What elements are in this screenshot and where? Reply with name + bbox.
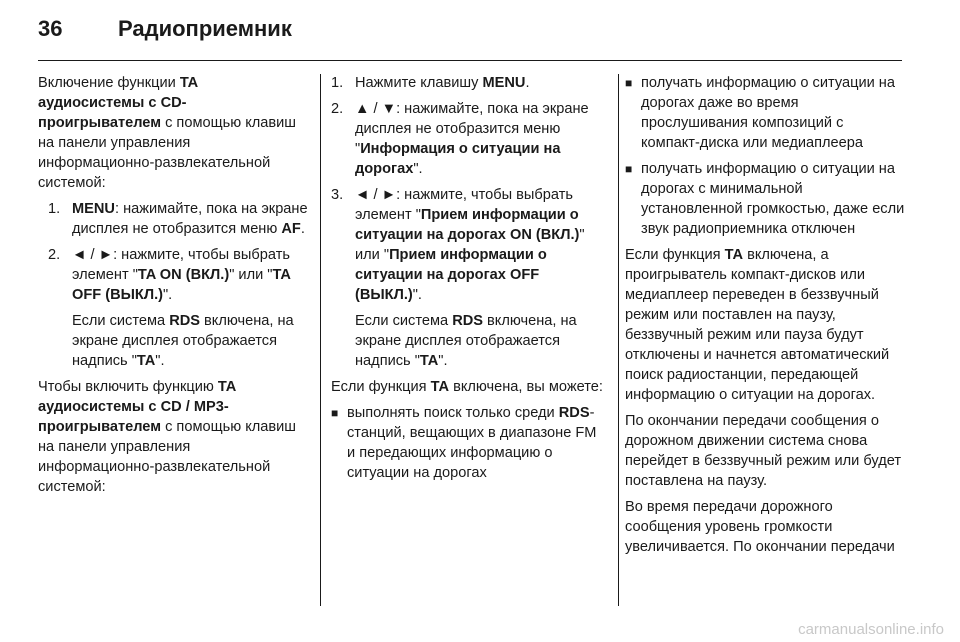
text-run: По окончании передачи сообщения о дорожном движении система снова перейдет в беззвучный режим или будет поставлена на паузу. bbox=[625, 413, 902, 489]
text-run: с помощью клавиш на панели управления информационно-развлекательной системой: bbox=[38, 419, 297, 495]
list-item bbox=[331, 99, 606, 179]
paragraph bbox=[625, 245, 905, 405]
bold-text: TA аудиосистемы с CD-проигрывателем bbox=[38, 75, 198, 131]
bold-text: MENU bbox=[482, 75, 526, 91]
bullet-square-icon: ■ bbox=[625, 162, 633, 176]
column-middle bbox=[331, 73, 606, 489]
bold-text: AF bbox=[281, 221, 301, 237]
text-run: Если функция bbox=[331, 379, 431, 395]
list-item-text bbox=[355, 73, 606, 93]
text-run: выполнять поиск только среди bbox=[347, 405, 559, 421]
text-run: Если функция bbox=[625, 247, 725, 263]
list-item-text bbox=[72, 199, 308, 239]
text-run: Нажмите клавишу bbox=[355, 75, 483, 91]
bullet-item bbox=[625, 159, 905, 239]
bullet-text bbox=[641, 159, 905, 239]
paragraph bbox=[625, 411, 905, 491]
bullet-square-icon: ■ bbox=[625, 76, 633, 90]
bullet-text bbox=[641, 73, 905, 153]
bold-text: TA аудиосистемы с CD / MP3-проигрывателем bbox=[38, 379, 236, 435]
list-item-note bbox=[355, 311, 606, 371]
text-run: " или " bbox=[355, 227, 585, 263]
text-run: ". bbox=[438, 353, 448, 369]
text-run: Чтобы включить функцию bbox=[38, 379, 218, 395]
bold-text: TA bbox=[136, 353, 156, 369]
column-divider bbox=[320, 74, 321, 606]
bold-text: TA bbox=[430, 379, 450, 395]
text-run: ▲ / ▼ bbox=[355, 101, 397, 117]
column-right bbox=[625, 73, 905, 563]
text-run: включена, а проигрыватель компакт-дисков или медиаплеер переведен в беззвучный режим или поставлен на паузу, беззвучный режим или пауза будут отключены и начнется автоматический поиск радиостанции, передающей информацию о ситуации на дорогах. bbox=[625, 247, 890, 403]
text-run: ". bbox=[413, 161, 423, 177]
paragraph bbox=[38, 73, 308, 193]
paragraph bbox=[38, 377, 308, 497]
watermark-text: carmanualsonline.info bbox=[798, 621, 944, 638]
bullet-square-icon: ■ bbox=[331, 406, 339, 420]
text-run: -станций, вещающих в диапазоне FM и передающих информацию о ситуации на дорогах bbox=[347, 405, 597, 481]
bold-text: MENU bbox=[72, 201, 115, 217]
text-run: включена, на экране дисплея отображается надпись " bbox=[355, 313, 577, 369]
text-run: Во время передачи дорожного сообщения уровень громкости увеличивается. По окончании передачи bbox=[625, 499, 895, 555]
bold-text: RDS bbox=[558, 405, 590, 421]
bold-text: Прием информации о ситуации на дорогах ON (ВКЛ.) bbox=[355, 207, 580, 243]
text-run: " или " bbox=[229, 267, 273, 283]
text-run: : нажмите, чтобы выбрать элемент " bbox=[355, 187, 573, 223]
list-item-text bbox=[72, 245, 308, 305]
text-run: Если система bbox=[355, 313, 453, 329]
list-number: 1. bbox=[48, 201, 61, 217]
bold-text: RDS bbox=[452, 313, 483, 329]
bold-text: TA OFF (ВЫКЛ.) bbox=[72, 267, 291, 303]
bullet-item bbox=[625, 73, 905, 153]
list-item bbox=[38, 245, 308, 371]
page-number: 36 bbox=[38, 16, 63, 41]
list-item-text bbox=[355, 185, 606, 305]
column-divider bbox=[618, 74, 619, 606]
text-run: Если система bbox=[72, 313, 170, 329]
list-item bbox=[331, 73, 606, 93]
text-run: ". bbox=[412, 287, 422, 303]
bullet-item bbox=[331, 403, 606, 483]
text-run: получать информацию о ситуации на дорогах с минимальной установленной громкостью, даже если звук радиоприемника отключен bbox=[641, 161, 905, 237]
list-item bbox=[331, 185, 606, 371]
header-rule bbox=[38, 60, 902, 61]
bullet-text bbox=[347, 403, 606, 483]
text-run: включена, вы можете: bbox=[449, 379, 603, 395]
text-run: : нажимайте, пока на экране дисплея не отобразится меню " bbox=[355, 101, 589, 157]
text-run: ◄ / ► bbox=[72, 247, 114, 263]
bold-text: RDS bbox=[169, 313, 200, 329]
text-run: : нажмите, чтобы выбрать элемент " bbox=[72, 247, 290, 283]
bold-text: TA bbox=[724, 247, 744, 263]
list-item-text bbox=[355, 99, 606, 179]
paragraph bbox=[625, 497, 905, 557]
text-run: ◄ / ► bbox=[355, 187, 397, 203]
list-number: 2. bbox=[48, 247, 61, 263]
bold-text: Информация о ситуации на дорогах bbox=[355, 141, 561, 177]
text-run: Включение функции bbox=[38, 75, 180, 91]
list-number: 2. bbox=[331, 101, 344, 117]
bold-text: Прием информации о ситуации на дорогах OFF (ВЫКЛ.) bbox=[355, 247, 547, 303]
text-run: . bbox=[300, 221, 305, 237]
bold-text: TA ON (ВКЛ.) bbox=[137, 267, 230, 283]
list-item bbox=[38, 199, 308, 239]
paragraph bbox=[331, 377, 606, 397]
column-left bbox=[38, 73, 308, 503]
text-run: . bbox=[525, 75, 530, 91]
bold-text: TA bbox=[419, 353, 439, 369]
text-run: включена, на экране дисплея отображается надпись " bbox=[72, 313, 294, 369]
text-run: с помощью клавиш на панели управления информационно-развлекательной системой: bbox=[38, 115, 297, 191]
list-number: 3. bbox=[331, 187, 344, 203]
list-number: 1. bbox=[331, 75, 344, 91]
text-run: ". bbox=[162, 287, 173, 303]
text-run: : нажимайте, пока на экране дисплея не отобразится меню bbox=[72, 201, 308, 237]
page-title: Радиоприемник bbox=[118, 16, 292, 41]
list-item-note bbox=[72, 311, 308, 371]
text-run: получать информацию о ситуации на дорогах даже во время прослушивания композиций с компакт-диска или медиаплеера bbox=[641, 75, 895, 151]
text-run: ". bbox=[155, 353, 165, 369]
